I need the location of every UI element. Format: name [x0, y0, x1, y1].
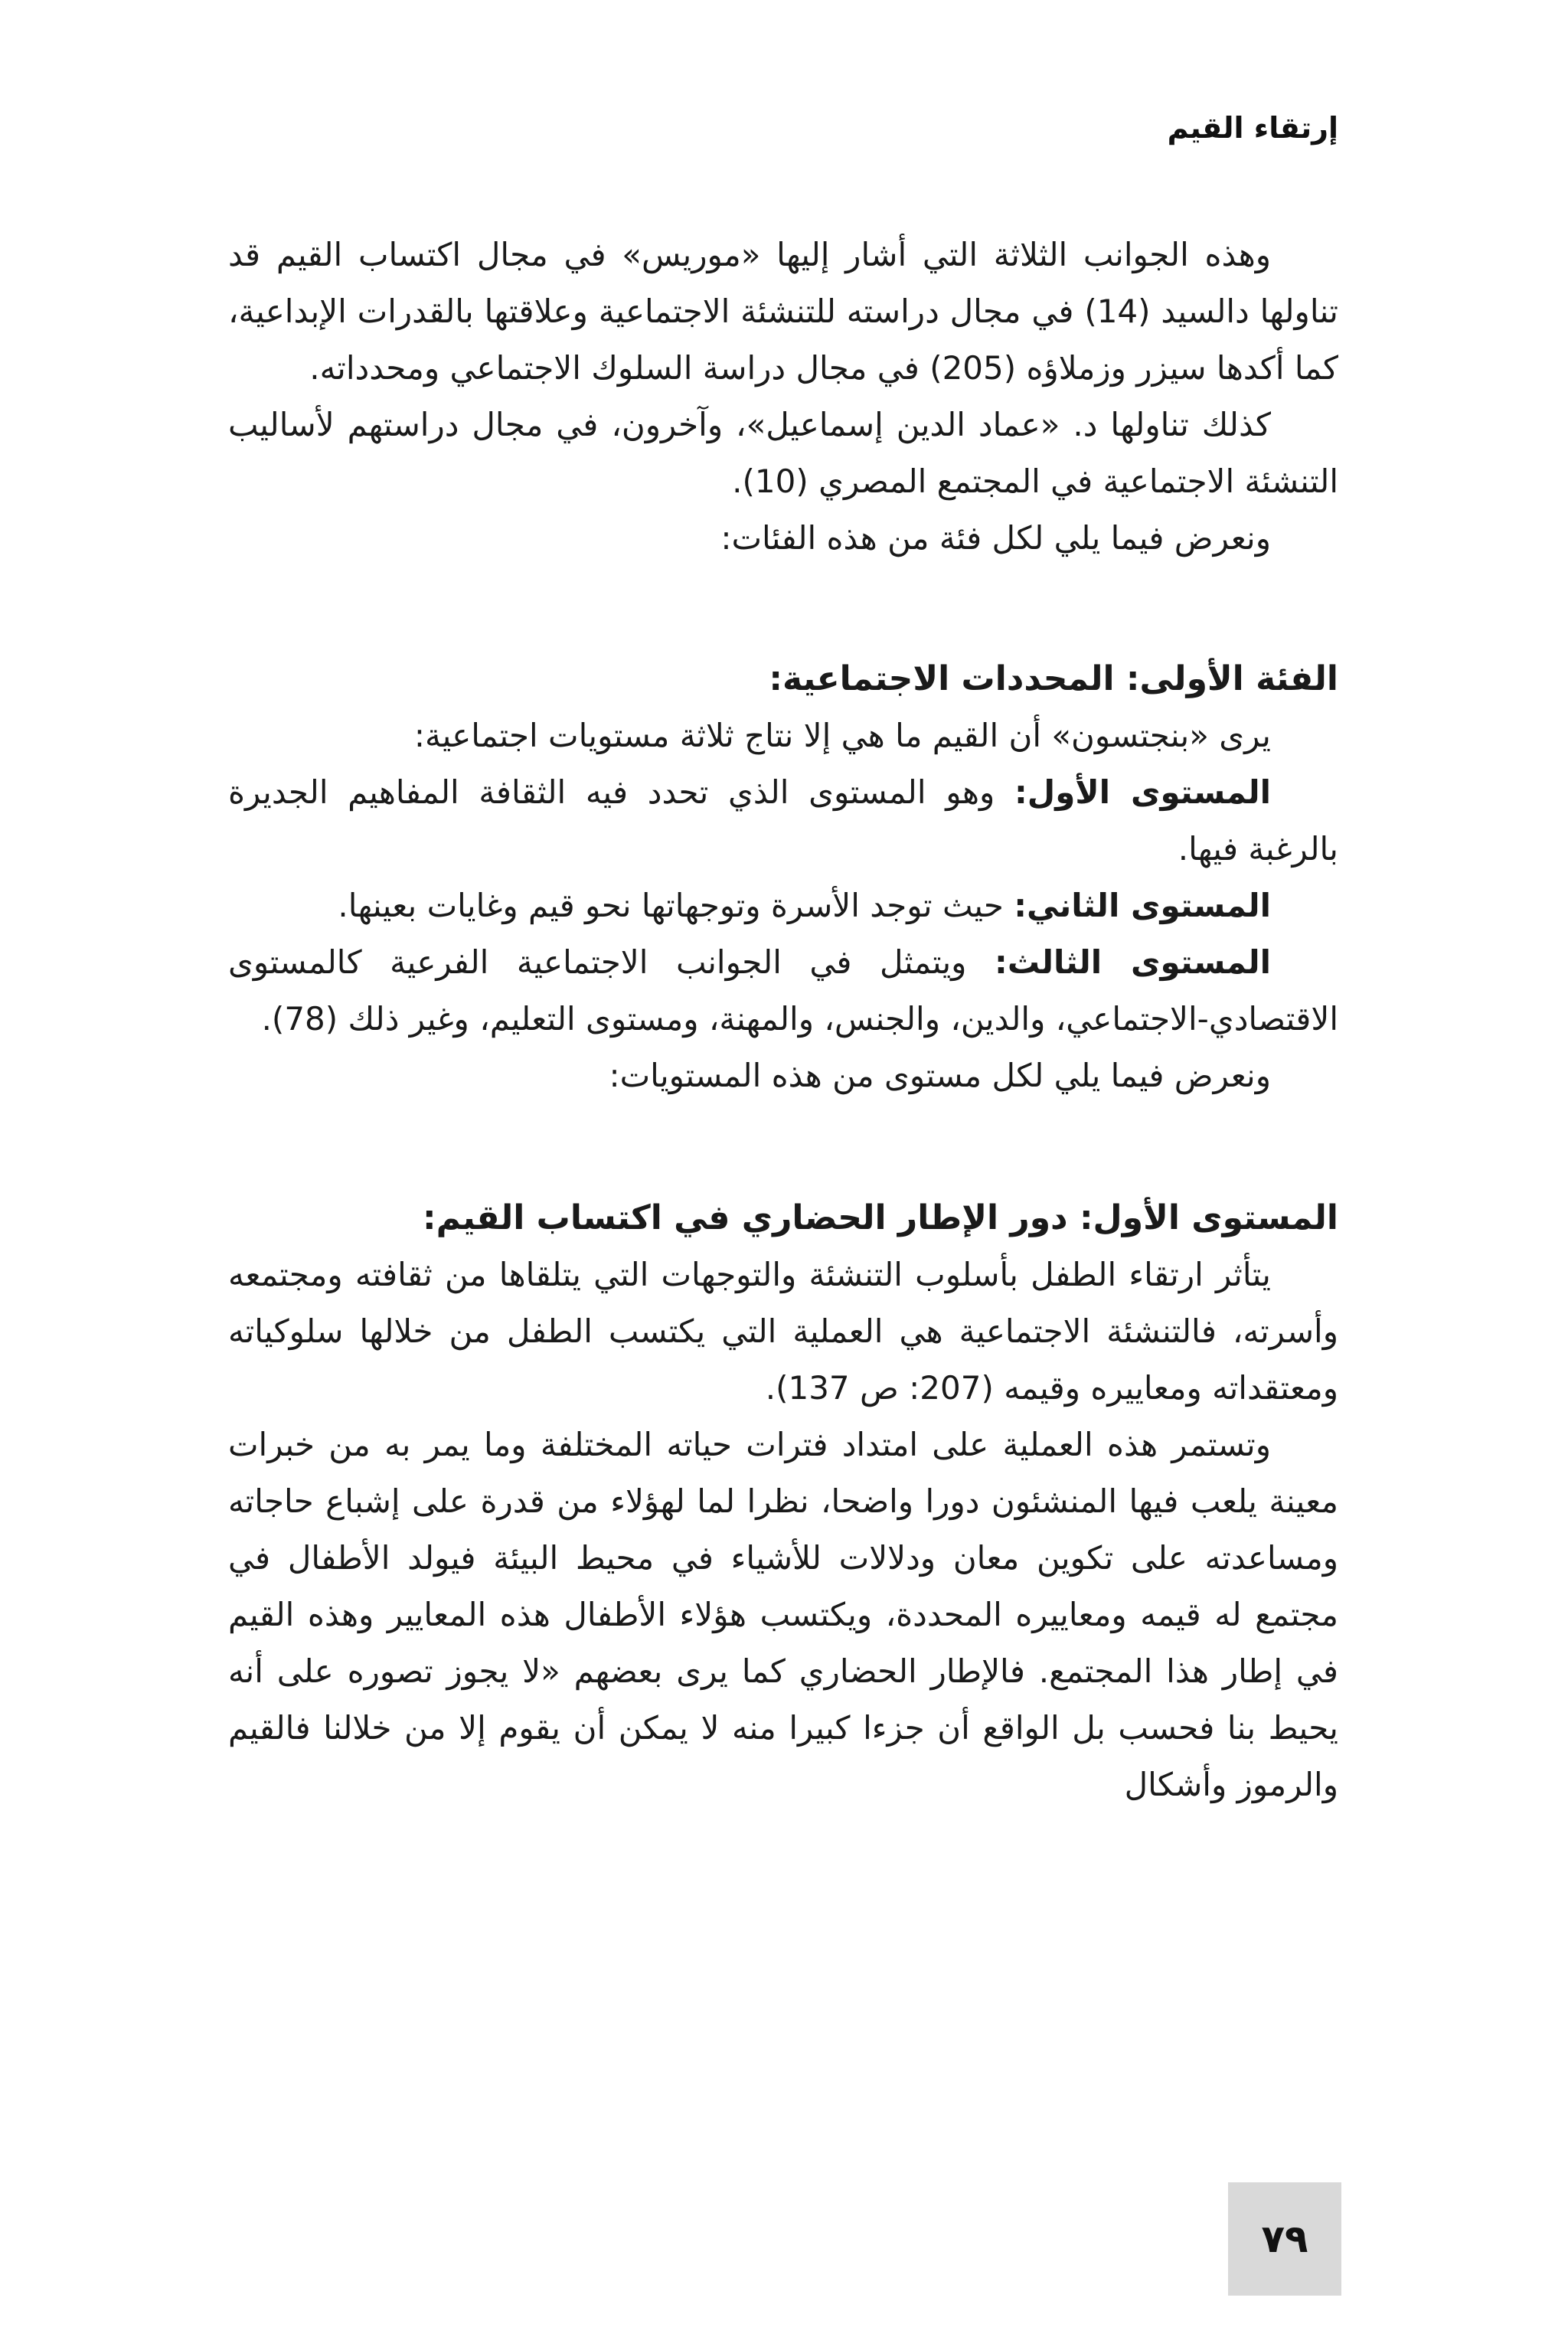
paragraph: كذلك تناولها د. «عماد الدين إسماعيل»، وآخرون، في مجال دراستهم لأساليب التنشئة الاجتماعية في المجتمع المصري (10).: [228, 406, 1338, 500]
level-one-paragraph: [228, 764, 1338, 878]
page-number: ٧٩: [1261, 2217, 1308, 2261]
level-three-text: ويتمثل في الجوانب الاجتماعية الفرعية كالمستوى الاقتصادي-الاجتماعي، والدين، والجنس، والمهنة، ومستوى التعليم، وغير ذلك (78).: [228, 943, 1338, 1038]
level-one-text: وهو المستوى الذي تحدد فيه الثقافة المفاهيم الجديرة بالرغبة فيها.: [228, 773, 1338, 868]
section-heading-social-determinants: الفئة الأولى: المحددات الاجتماعية:: [769, 659, 1338, 698]
paragraph: يتأثر ارتقاء الطفل بأسلوب التنشئة والتوجهات التي يتلقاها من ثقافته ومجتمعه وأسرته، فالتنشئة الاجتماعية هي العملية التي يكتسب الطفل من خلالها سلوكياته ومعتقداته ومعاييره وقيمه (207: ص 137).: [228, 1256, 1338, 1407]
level-one-term: المستوى الأول:: [1014, 773, 1271, 811]
page-body: [228, 227, 1338, 1813]
level-three-term: المستوى الثالث:: [995, 943, 1272, 981]
paragraph: وهذه الجوانب الثلاثة التي أشار إليها «موريس» في مجال اكتساب القيم قد تناولها دالسيد (14) في مجال دراسته للتنشئة الاجتماعية وعلاقتها بالقدرات الإبداعية، كما أكدها سيزر وزملاؤه (205) في مجال دراسة السلوك الاجتماعي ومحدداته.: [228, 236, 1338, 387]
section-heading-cultural-framework: المستوى الأول: دور الإطار الحضاري في اكتساب القيم:: [423, 1198, 1338, 1237]
level-two-text: حيث توجد الأسرة وتوجهاتها نحو قيم وغايات بعينها.: [338, 887, 1014, 924]
paragraph: يرى «بنجتسون» أن القيم ما هي إلا نتاج ثلاثة مستويات اجتماعية:: [413, 717, 1271, 754]
running-header: إرتقاء القيم: [1167, 111, 1338, 145]
section-spacer: [228, 1104, 1338, 1190]
level-three-paragraph: [228, 934, 1338, 1048]
page-number-box: [1228, 2182, 1341, 2296]
section-spacer: [228, 567, 1338, 651]
level-two-term: المستوى الثاني:: [1014, 887, 1271, 924]
paragraph: وتستمر هذه العملية على امتداد فترات حياته المختلفة وما يمر به من خبرات معينة يلعب فيها المنشئون دورا واضحا، نظرا لما لهؤلاء من قدرة على إشباع حاجاته ومساعدته على تكوين معان ودلالات للأشياء في محيط البيئة فيولد الأطفال في مجتمع له قيمه ومعاييره المحددة، ويكتسب هؤلاء الأطفال هذه المعايير وهذه القيم في إطار هذا المجتمع. فالإطار الحضاري كما يرى بعضهم «لا يجوز تصوره على أنه يحيط بنا فحسب بل الواقع أن جزءا كبيرا منه لا يمكن أن يقوم إلا من خلالنا فالقيم والرموز وأشكال: [228, 1426, 1338, 1803]
paragraph: ونعرض فيما يلي لكل فئة من هذه الفئات:: [720, 519, 1271, 557]
level-two-paragraph: [228, 878, 1338, 934]
paragraph: ونعرض فيما يلي لكل مستوى من هذه المستويات:: [609, 1057, 1271, 1094]
